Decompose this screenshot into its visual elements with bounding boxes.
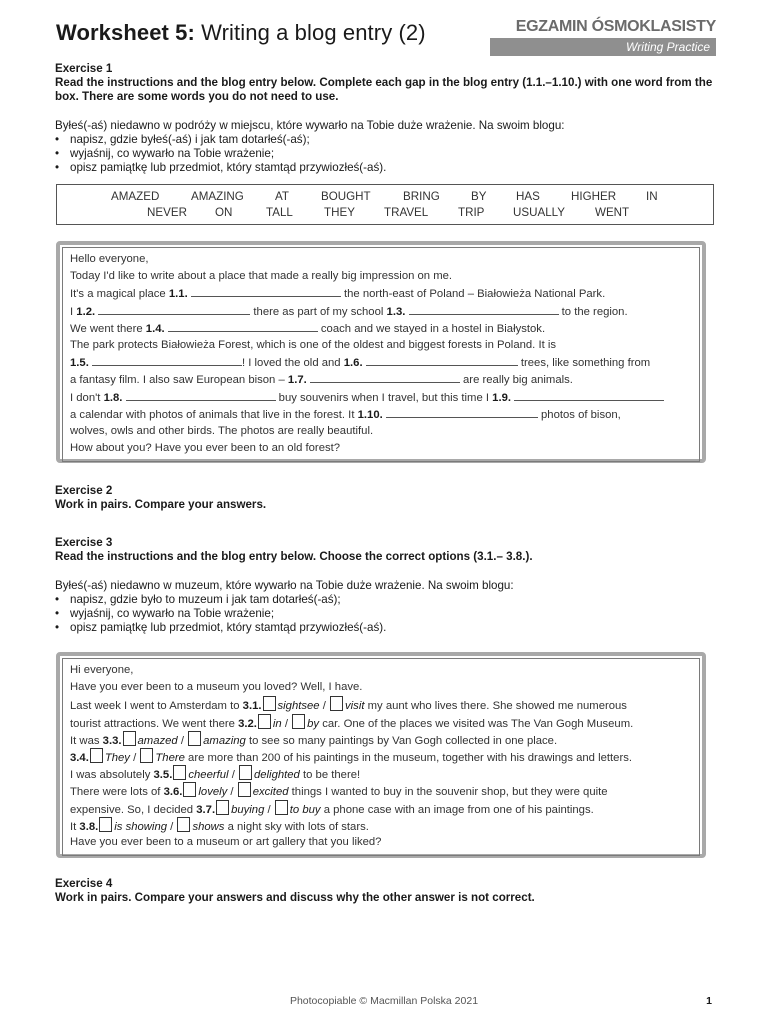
blog-line <box>70 389 693 406</box>
text: the north-east of Poland – Białowieża National Park. <box>340 288 606 301</box>
blog-line <box>70 800 693 817</box>
text: It was <box>70 734 103 747</box>
text: my aunt who lives there. She showed me numerous <box>364 700 627 713</box>
option-label: cheerful <box>188 769 229 782</box>
option-label: amazing <box>203 734 246 747</box>
word: THEY <box>324 206 355 219</box>
exercise-1-instructions: Read the instructions and the blog entry below. Complete each gap in the blog entry (1.1.–1.10.) with one word from the box. There are some words you do not need to use. <box>55 76 713 103</box>
gap-1-1[interactable] <box>191 285 341 297</box>
blog-entry-2-text <box>62 658 700 856</box>
blog-line: Hi everyone, <box>70 664 134 676</box>
word-row-2 <box>57 206 713 220</box>
exercise-1-task-intro: Byłeś(-aś) niedawno w podróży w miejscu, które wywarło na Tobie duże wrażenie. Na swoim blogu: <box>55 119 565 132</box>
option-label: amazed <box>137 734 178 747</box>
text: a night sky with lots of stars. <box>224 820 369 833</box>
exercise-1-header <box>55 62 720 104</box>
checkbox-3-8-a[interactable] <box>99 817 112 832</box>
text: there as part of my school <box>250 305 387 318</box>
exercise-3-task <box>55 579 720 635</box>
option-label: excited <box>252 786 289 799</box>
checkbox-3-5-a[interactable] <box>173 765 186 780</box>
word: WENT <box>595 206 630 219</box>
slash: / <box>264 803 274 816</box>
text: expensive. So, I decided <box>70 803 197 816</box>
blog-line <box>70 285 693 302</box>
gap-number: 1.3. <box>386 305 406 318</box>
gap-number: 1.7. <box>287 374 307 387</box>
exercise-2 <box>55 484 720 512</box>
gap-1-7[interactable] <box>310 371 460 383</box>
option-label: lovely <box>198 786 228 799</box>
checkbox-3-2-b[interactable] <box>292 714 305 729</box>
gap-number: 1.2. <box>76 305 96 318</box>
text: are really big animals. <box>459 374 573 387</box>
blog-line: How about you? Have you ever been to an old forest? <box>70 442 341 455</box>
bullet-item: • opisz pamiątkę lub przedmiot, który stamtąd przywiozłeś(-aś). <box>55 161 720 175</box>
text: to see so many paintings by Van Gogh collected in one place. <box>245 734 558 747</box>
blog-line <box>70 731 693 748</box>
blog-line: Have you ever been to a museum you loved? Well, I have. <box>70 681 363 694</box>
blog-line: Have you ever been to a museum or art gallery that you liked? <box>70 835 382 848</box>
blog-line <box>70 354 693 371</box>
gap-1-10[interactable] <box>386 406 538 418</box>
checkbox-3-6-b[interactable] <box>238 782 251 797</box>
text: ! I loved the old and <box>241 357 344 370</box>
gap-number: 1.5. <box>70 357 89 370</box>
brand-block <box>490 18 716 56</box>
exercise-1-title: Exercise 1 <box>55 62 113 75</box>
word: TRAVEL <box>384 206 429 219</box>
text: things I wanted to buy in the souvenir shop, but they were quite <box>288 786 608 799</box>
exercise-3-instructions: Read the instructions and the blog entry below. Choose the correct options (3.1.– 3.8.). <box>55 550 533 563</box>
checkbox-3-6-a[interactable] <box>183 782 196 797</box>
option-number: 3.7. <box>196 803 216 816</box>
gap-1-5[interactable] <box>92 354 242 366</box>
exercise-2-title: Exercise 2 <box>55 484 113 497</box>
blog-line <box>70 303 693 320</box>
text: trees, like something from <box>517 357 651 370</box>
text: a phone case with an image from one of his paintings. <box>320 803 594 816</box>
word: TALL <box>266 206 293 219</box>
option-label: sightsee <box>277 700 320 713</box>
gap-1-8[interactable] <box>126 389 276 401</box>
checkbox-3-3-a[interactable] <box>123 731 136 746</box>
option-label: visit <box>345 700 365 713</box>
text: I <box>70 305 77 318</box>
option-label: There <box>155 751 185 764</box>
blog-entry-1 <box>56 241 706 463</box>
exercise-3-bullets <box>55 593 720 635</box>
exercise-4-title: Exercise 4 <box>55 877 113 890</box>
copyright: Photocopiable © Macmillan Polska 2021 <box>289 995 479 1007</box>
option-number: 3.1. <box>242 700 262 713</box>
blog-entry-1-text <box>62 247 700 462</box>
exercise-1-task <box>55 119 720 175</box>
word: NEVER <box>147 206 187 219</box>
bullet-item: • wyjaśnij, co wywarło na Tobie wrażenie; <box>55 147 720 161</box>
option-label: They <box>104 751 130 764</box>
checkbox-3-2-a[interactable] <box>258 714 271 729</box>
text: It <box>70 820 80 833</box>
gap-number: 1.1. <box>168 288 188 301</box>
word-row-1 <box>57 190 713 204</box>
checkbox-3-3-b[interactable] <box>188 731 201 746</box>
gap-1-3[interactable] <box>409 303 559 315</box>
option-label: is showing <box>114 820 168 833</box>
gap-number: 1.9. <box>492 391 512 404</box>
word: TRIP <box>458 206 485 219</box>
option-label: buying <box>231 803 265 816</box>
brand-name: EGZAMIN ÓSMOKLASISTY <box>515 18 716 35</box>
checkbox-3-8-b[interactable] <box>177 817 190 832</box>
option-number: 3.5. <box>153 769 173 782</box>
option-number: 3.8. <box>79 820 99 833</box>
exercise-1-bullets <box>55 133 720 175</box>
word: AMAZING <box>191 190 244 203</box>
word: USUALLY <box>513 206 565 219</box>
text: a fantasy film. I also saw European bison – <box>70 374 288 387</box>
checkbox-3-1-a[interactable] <box>263 696 276 711</box>
bullet-item: • napisz, gdzie byłeś(-aś) i jak tam dotarłeś(-aś); <box>55 133 720 147</box>
slash: / <box>227 786 237 799</box>
gap-1-9[interactable] <box>514 389 664 401</box>
text: to be there! <box>299 769 361 782</box>
word: BY <box>471 190 487 203</box>
gap-number: 1.10. <box>357 408 383 421</box>
option-label: delighted <box>253 769 300 782</box>
exercise-3-title: Exercise 3 <box>55 536 113 549</box>
exercise-3-header <box>55 536 720 564</box>
checkbox-3-4-a[interactable] <box>90 748 103 763</box>
bullet-item: • opisz pamiątkę lub przedmiot, który stamtąd przywiozłeś(-aś). <box>55 621 720 635</box>
slash: / <box>228 769 238 782</box>
text: I was absolutely <box>70 769 154 782</box>
slash: / <box>177 734 188 747</box>
gap-1-6[interactable] <box>366 354 518 366</box>
blog-line: Today I'd like to write about a place that made a really big impression on me. <box>70 270 453 283</box>
text: There were lots of <box>70 786 164 799</box>
gap-1-4[interactable] <box>168 320 318 332</box>
option-label: by <box>307 717 320 730</box>
blog-line <box>70 765 693 782</box>
checkbox-3-5-b[interactable] <box>239 765 252 780</box>
blog-line <box>70 406 693 423</box>
word: AMAZED <box>111 190 160 203</box>
blog-entry-2 <box>56 652 706 858</box>
blog-line <box>70 320 693 337</box>
gap-number: 1.8. <box>103 391 123 404</box>
gap-1-2[interactable] <box>98 303 250 315</box>
word: BOUGHT <box>321 190 371 203</box>
blog-line: Hello everyone, <box>70 253 149 265</box>
word: HAS <box>516 190 540 203</box>
gap-number: 1.4. <box>145 322 165 335</box>
word-box <box>56 184 714 225</box>
slash: / <box>319 700 330 713</box>
blog-line <box>70 696 693 713</box>
exercise-4 <box>55 877 720 905</box>
text: coach and we stayed in a hostel in Białystok. <box>317 322 546 335</box>
page-title <box>56 20 426 46</box>
blog-line <box>70 371 693 388</box>
exercise-2-text: Work in pairs. Compare your answers. <box>55 498 267 511</box>
option-number: 3.4. <box>70 751 89 764</box>
option-label: in <box>272 717 282 730</box>
text: to the region. <box>558 305 628 318</box>
word: IN <box>646 190 658 203</box>
slash: / <box>281 717 292 730</box>
option-label: to buy <box>289 803 321 816</box>
title-rest: Writing a blog entry (2) <box>194 20 426 45</box>
text: buy souvenirs when I travel, but this time I <box>275 391 493 404</box>
text: car. One of the places we visited was The Van Gogh Museum. <box>319 717 634 730</box>
page-header <box>56 18 716 62</box>
option-number: 3.2. <box>238 717 257 730</box>
text: We went there <box>70 322 146 335</box>
exercise-4-text: Work in pairs. Compare your answers and discuss why the other answer is not correct. <box>55 891 535 904</box>
blog-line <box>70 817 693 834</box>
text: tourist attractions. We went there <box>70 717 239 730</box>
option-number: 3.3. <box>102 734 122 747</box>
brand-subtitle: Writing Practice <box>490 38 716 56</box>
word: BRING <box>403 190 440 203</box>
checkbox-3-7-a[interactable] <box>216 800 229 815</box>
option-number: 3.6. <box>163 786 183 799</box>
text: photos of bison, <box>537 408 621 421</box>
word: ON <box>215 206 233 219</box>
text: a calendar with photos of animals that live in the forest. It <box>70 408 358 421</box>
page-number: 1 <box>706 995 712 1007</box>
checkbox-3-4-b[interactable] <box>140 748 153 763</box>
blog-line: wolves, owls and other birds. The photos are really beautiful. <box>70 424 374 437</box>
text: Last week I went to Amsterdam to <box>70 700 243 713</box>
gap-number: 1.6. <box>343 357 363 370</box>
blog-line: The park protects Białowieża Forest, which is one of the oldest and biggest forests in Poland. It is <box>70 338 557 351</box>
blog-line <box>70 782 693 799</box>
bullet-item: • napisz, gdzie było to muzeum i jak tam dotarłeś(-aś); <box>55 593 720 607</box>
text: I don't <box>70 391 104 404</box>
checkbox-3-7-b[interactable] <box>275 800 288 815</box>
bullet-item: • wyjaśnij, co wywarło na Tobie wrażenie; <box>55 607 720 621</box>
title-bold: Worksheet 5: <box>56 20 195 45</box>
blog-line <box>70 748 693 765</box>
option-label: shows <box>192 820 225 833</box>
word: HIGHER <box>571 190 617 203</box>
slash: / <box>129 751 140 764</box>
blog-line <box>70 714 693 731</box>
slash: / <box>167 820 177 833</box>
text: It's a magical place <box>70 288 169 301</box>
checkbox-3-1-b[interactable] <box>330 696 343 711</box>
text: are more than 200 of his paintings in the museum, together with his drawings and letters. <box>184 751 633 764</box>
word: AT <box>275 190 289 203</box>
exercise-3-task-intro: Byłeś(-aś) niedawno w muzeum, które wywarło na Tobie duże wrażenie. Na swoim blogu: <box>55 579 514 592</box>
